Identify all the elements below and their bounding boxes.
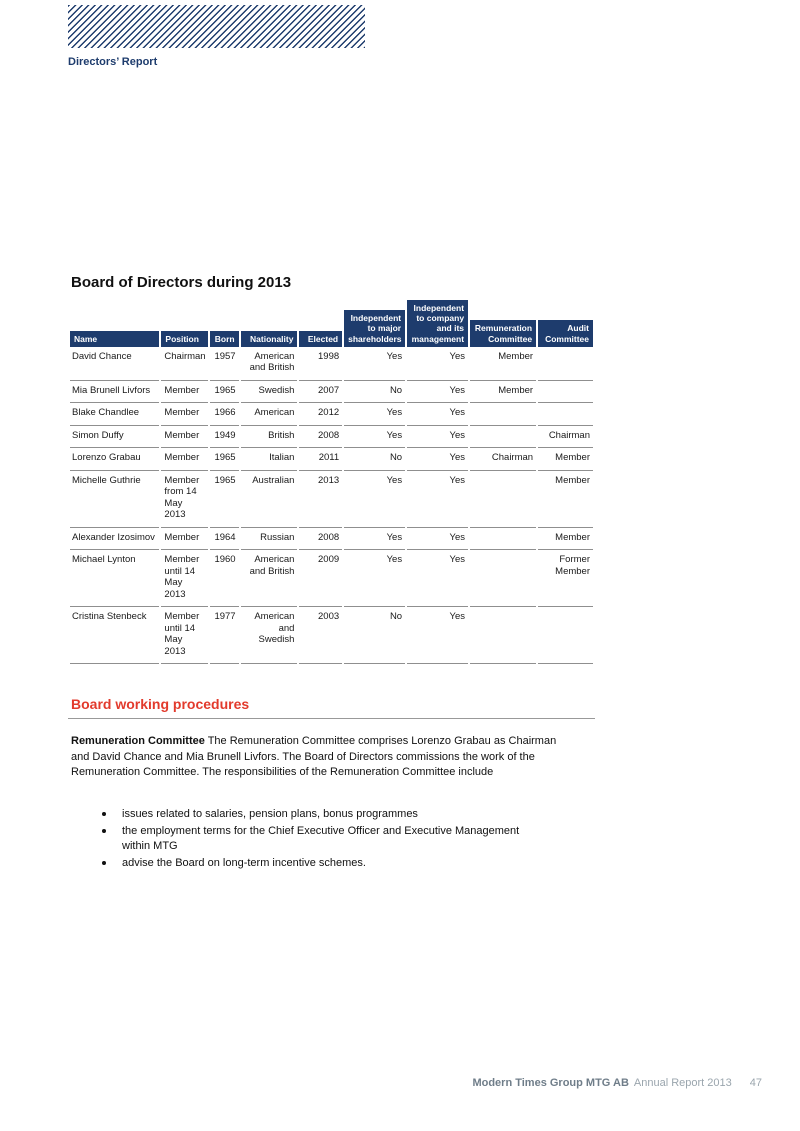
cell-independent-company-management: Yes (407, 550, 468, 607)
footer-company-name: Modern Times Group MTG AB (472, 1077, 629, 1089)
cell-remuneration-committee (470, 426, 536, 449)
table-row (70, 426, 593, 449)
cell-independent-company-management: Yes (407, 381, 468, 404)
cell-independent-company-management: Yes (407, 347, 468, 381)
cell-independent-major-shareholders: Yes (344, 347, 405, 381)
table-row (70, 528, 593, 551)
board-working-procedures-section (68, 696, 595, 871)
column-header-label: Independent to company and its management (407, 300, 468, 347)
cell-name: Blake Chandlee (70, 403, 159, 426)
column-header-independent-company-management (407, 300, 468, 347)
cell-born: 1977 (210, 607, 238, 664)
table-row (70, 471, 593, 528)
cell-elected: 2008 (299, 426, 342, 449)
cell-audit-committee: Chairman (538, 426, 593, 449)
cell-nationality: American and Swedish (241, 607, 298, 664)
bullet-item: the employment terms for the Chief Executive Officer and Executive Management within MTG (71, 824, 541, 853)
column-header-label: Audit Committee (538, 320, 593, 346)
page-footer (472, 1077, 762, 1089)
cell-position: Chairman (161, 347, 208, 381)
cell-remuneration-committee (470, 607, 536, 664)
bullet-item: advise the Board on long-term incentive schemes. (71, 856, 541, 871)
cell-remuneration-committee: Member (470, 347, 536, 381)
footer-report-title: Annual Report 2013 (633, 1077, 732, 1089)
cell-remuneration-committee (470, 403, 536, 426)
cell-audit-committee (538, 347, 593, 381)
column-header-nationality (241, 300, 298, 347)
column-header-label: Name (70, 331, 159, 347)
cell-independent-major-shareholders: No (344, 448, 405, 471)
cell-nationality: Australian (241, 471, 298, 528)
cell-independent-major-shareholders: Yes (344, 471, 405, 528)
cell-born: 1965 (210, 381, 238, 404)
cell-nationality: American and British (241, 550, 298, 607)
paragraph-body: The Remuneration Committee comprises Lorenzo Grabau as Chairman and David Chance and Mia Brunell Livfors. The Board of Directors commissions the work of the Remuneration Committee. The responsibilities of the Remuneration Committee include (71, 735, 557, 779)
cell-independent-company-management: Yes (407, 426, 468, 449)
column-header-label: Independent to major shareholders (344, 310, 405, 347)
cell-elected: 2003 (299, 607, 342, 664)
column-header-born (210, 300, 238, 347)
cell-independent-major-shareholders: Yes (344, 528, 405, 551)
cell-name: Mia Brunell Livfors (70, 381, 159, 404)
bullet-item: issues related to salaries, pension plans, bonus programmes (71, 807, 541, 822)
table-row (70, 403, 593, 426)
cell-independent-major-shareholders: Yes (344, 426, 405, 449)
responsibilities-bullet-list (71, 807, 595, 871)
cell-position: Member until 14 May 2013 (161, 550, 208, 607)
cell-audit-committee: Member (538, 471, 593, 528)
cell-born: 1965 (210, 471, 238, 528)
column-header-name (70, 300, 159, 347)
cell-audit-committee: Member (538, 448, 593, 471)
cell-independent-company-management: Yes (407, 607, 468, 664)
procedures-title: Board working procedures (71, 696, 250, 713)
cell-born: 1965 (210, 448, 238, 471)
cell-name: Michelle Guthrie (70, 471, 159, 528)
cell-position: Member until 14 May 2013 (161, 607, 208, 664)
board-table-title: Board of Directors during 2013 (71, 274, 292, 291)
cell-born: 1949 (210, 426, 238, 449)
cell-remuneration-committee (470, 550, 536, 607)
cell-remuneration-committee: Member (470, 381, 536, 404)
cell-name: Michael Lynton (70, 550, 159, 607)
paragraph-lead: Remuneration Committee (71, 735, 205, 748)
cell-born: 1964 (210, 528, 238, 551)
cell-name: Cristina Stenbeck (70, 607, 159, 664)
cell-independent-major-shareholders: Yes (344, 403, 405, 426)
column-header-label: Nationality (241, 331, 298, 347)
column-header-label: Elected (299, 331, 342, 347)
cell-audit-committee: Member (538, 528, 593, 551)
cell-independent-company-management: Yes (407, 448, 468, 471)
cell-remuneration-committee: Chairman (470, 448, 536, 471)
cell-position: Member (161, 381, 208, 404)
cell-independent-company-management: Yes (407, 471, 468, 528)
section-divider (68, 718, 595, 719)
cell-position: Member (161, 528, 208, 551)
cell-audit-committee (538, 403, 593, 426)
cell-elected: 2007 (299, 381, 342, 404)
cell-nationality: American and British (241, 347, 298, 381)
cell-name: Alexander Izosimov (70, 528, 159, 551)
cell-elected: 2011 (299, 448, 342, 471)
cell-remuneration-committee (470, 471, 536, 528)
cell-elected: 1998 (299, 347, 342, 381)
page-content (68, 274, 595, 874)
cell-audit-committee: Former Member (538, 550, 593, 607)
cell-nationality: British (241, 426, 298, 449)
cell-position: Member (161, 403, 208, 426)
table-row (70, 607, 593, 664)
board-table-header-row (70, 300, 593, 347)
cell-elected: 2008 (299, 528, 342, 551)
cell-independent-company-management: Yes (407, 403, 468, 426)
column-header-remuneration-committee (470, 300, 536, 347)
cell-audit-committee (538, 381, 593, 404)
cell-born: 1966 (210, 403, 238, 426)
cell-elected: 2009 (299, 550, 342, 607)
cell-audit-committee (538, 607, 593, 664)
column-header-label: Born (210, 331, 238, 347)
cell-born: 1957 (210, 347, 238, 381)
cell-elected: 2012 (299, 403, 342, 426)
cell-name: David Chance (70, 347, 159, 381)
cell-born: 1960 (210, 550, 238, 607)
cell-independent-major-shareholders: No (344, 381, 405, 404)
footer-page-number: 47 (749, 1077, 762, 1089)
cell-nationality: Swedish (241, 381, 298, 404)
column-header-audit-committee (538, 300, 593, 347)
cell-nationality: Italian (241, 448, 298, 471)
column-header-elected (299, 300, 342, 347)
cell-independent-company-management: Yes (407, 528, 468, 551)
column-header-label: Position (161, 331, 208, 347)
cell-nationality: American (241, 403, 298, 426)
column-header-label: Remuneration Committee (470, 320, 536, 346)
cell-position: Member (161, 426, 208, 449)
remuneration-paragraph (71, 734, 558, 781)
cell-position: Member (161, 448, 208, 471)
table-row (70, 381, 593, 404)
column-header-independent-major-shareholders (344, 300, 405, 347)
decorative-hatch-graphic (68, 5, 365, 48)
table-row (70, 347, 593, 381)
cell-elected: 2013 (299, 471, 342, 528)
table-row (70, 550, 593, 607)
table-row (70, 448, 593, 471)
board-of-directors-table (68, 300, 595, 664)
cell-name: Lorenzo Grabau (70, 448, 159, 471)
cell-position: Member from 14 May 2013 (161, 471, 208, 528)
cell-name: Simon Duffy (70, 426, 159, 449)
cell-independent-major-shareholders: No (344, 607, 405, 664)
column-header-position (161, 300, 208, 347)
cell-nationality: Russian (241, 528, 298, 551)
cell-remuneration-committee (470, 528, 536, 551)
cell-independent-major-shareholders: Yes (344, 550, 405, 607)
section-label: Directors’ Report (68, 56, 158, 68)
